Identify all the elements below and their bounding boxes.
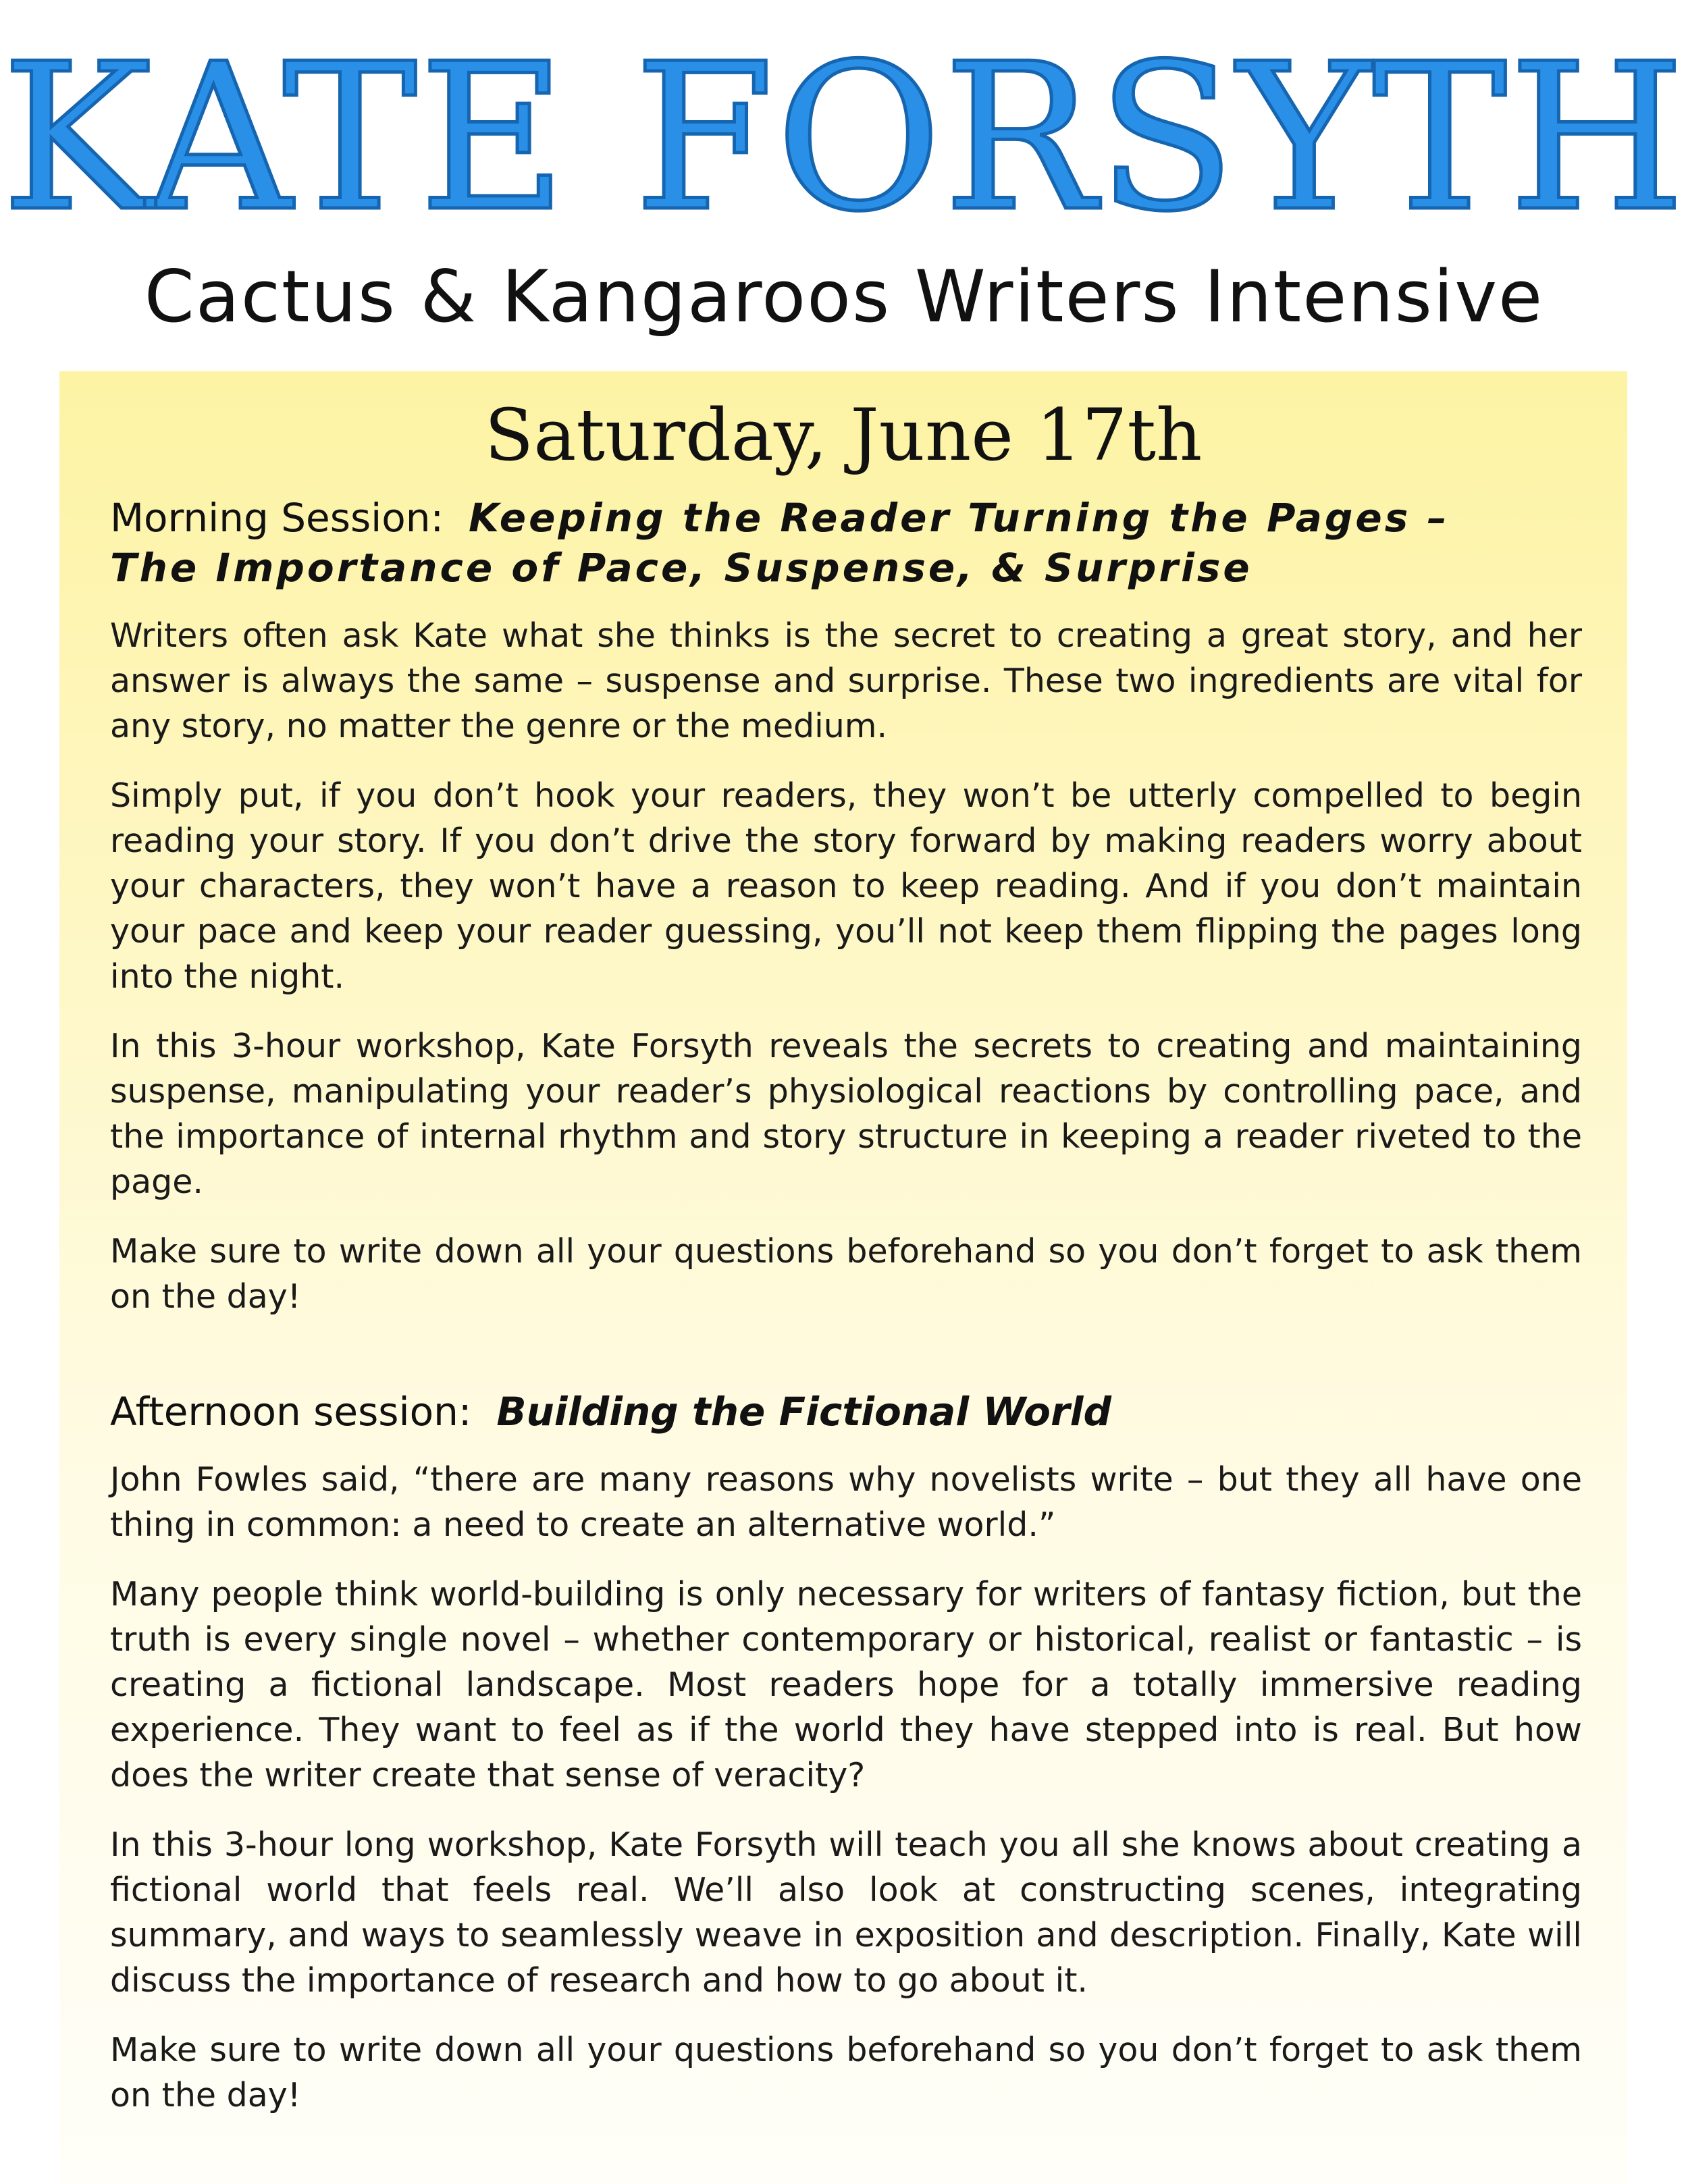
morning-paragraph-1: Writers often ask Kate what she thinks is the secret to creating a great story, and her answer is always the same – suspense and surprise. These two ingredients are vital for any story, no matter the genre or the medium. [110,616,1582,745]
afternoon-session-title: Building the Fictional World [496,1389,1112,1435]
morning-session-label: Morning Session: [110,495,444,541]
morning-paragraph-2: Simply put, if you don’t hook your readers, they won’t be utterly compelled to begin reading your story. If you don’t drive the story forward by making readers worry about your characters, they won’t have a reason to keep reading. And if you don’t maintain your pace and keep your reader guessing, you’ll not keep them flipping the pages long into the night. [110,776,1582,996]
afternoon-session-heading [110,1387,1582,1437]
morning-paragraph-4: Make sure to write down all your questions beforehand so you don’t forget to ask them on the day! [110,1232,1582,1316]
event-subtitle: Cactus & Kangaroos Writers Intensive [144,255,1544,338]
morning-session-heading [110,493,1582,593]
afternoon-session-label: Afternoon session: [110,1389,472,1435]
event-panel [59,371,1627,2184]
author-name-title: KATE FORSYTH [1,20,1687,256]
afternoon-paragraph-2: Many people think world-building is only necessary for writers of fantasy fiction, but the truth is every single novel – whether contemporary or historical, realist or fantastic – is creating a fictional landscape. Most readers hope for a totally immersive reading experience. They want to feel as if the world they have stepped into is real. But how does the writer create that sense of veracity? [110,1575,1582,1794]
morning-session-title-line2: The Importance of Pace, Suspense, & Surprise [110,545,1252,591]
afternoon-paragraph-1: John Fowles said, “there are many reasons why novelists write – but they all have one thing in common: a need to create an alternative world.” [110,1460,1582,1544]
morning-paragraph-3: In this 3-hour workshop, Kate Forsyth reveals the secrets to creating and maintaining suspense, manipulating your reader’s physiological reactions by controlling pace, and the importance of internal rhythm and story structure in keeping a reader riveted to the page. [110,1027,1582,1201]
afternoon-paragraph-3: In this 3-hour long workshop, Kate Forsyth will teach you all she knows about creating a fictional world that feels real. We’ll also look at constructing scenes, integrating summary, and ways to seamlessly weave in exposition and description. Finally, Kate will discuss the importance of research and how to go about it. [110,1826,1582,2000]
afternoon-paragraph-4: Make sure to write down all your questions beforehand so you don’t forget to ask them on the day! [110,2031,1582,2114]
session-spacer [110,1343,1582,1387]
morning-session-title-line1: Keeping the Reader Turning the Pages – [468,495,1450,541]
sessions-content [110,493,1582,2142]
event-date: Saturday, June 17th [484,394,1203,477]
